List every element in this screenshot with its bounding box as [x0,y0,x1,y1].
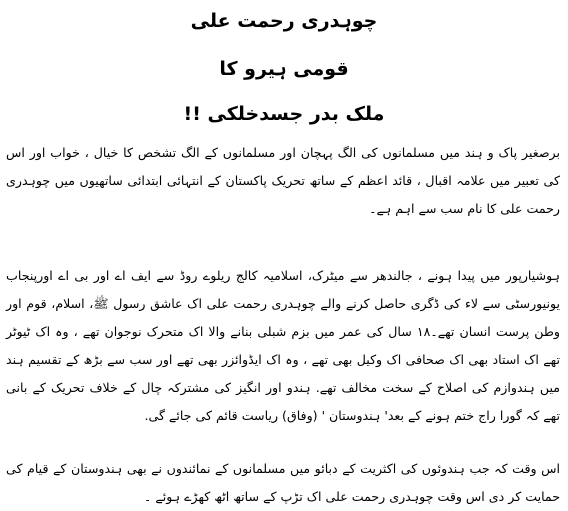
page-subtitle: قومی ہیرو کا [219,58,349,80]
paragraph-biography: ہوشیارپور میں پیدا ہونے ، جالندھر سے میٹرک، اسلامیہ کالج ریلوے روڈ سے ایف اے اور بی اے اورپنجاب یونیورسٹی سے لاء کی ڈگری حاصل کرنے والے چوہدری رحمت علی اک عاشق رسول ﷺ، اسلام، قوم اور وطن پرست انسان تھے۔۱۸ سال کی عمر میں بزم شبلی بنانے والا اک متحرک نوجوان تھے ، وہ اک ٹیوٹر تھے اک استاد بھی اک صحافی اک وکیل بھی تھے ، وہ اک ایڈوائزر بھی تھے اور سب سے بڑھ کے تقسیم ہند میں ہندوازم کی اصلاح کے سخت مخالف تھے. ہندو اور انگیز کی مشترکہ چال کے خلاف تحریک کے بانی تھے کہ گورا راج ختم ہونے کے بعد' ہندوستان ' (وفاق) ریاست قائم کی جائے گی. [6,268,560,424]
page-title: چوہدری رحمت علی [190,10,378,32]
paragraph-intro: برصغیر پاک و ہند میں مسلمانوں کی الگ پہچان اور مسلمانوں کے الگ تشخص کا خیال ، خواب اور اس کی تعبیر میں علامہ اقبال ، قائد اعظم کے ساتھ تحریک پاکستان کے انتہائی ابتدائی ساتھیوں میں چوہدری رحمت علی کا نام سب سے اہم ہے۔ [6,145,560,217]
page-headline: ملک بدر جسدخلکی !! [183,103,385,125]
paragraph-history: اس وقت کہ جب ہندوئوں کی اکثریت کے دبائو میں مسلمانوں کے نمائندوں نے بھی ہندوستان کے قیام کی حمایت کر دی اس وقت چوہدری رحمت علی اک تڑپ کے ساتھ اٹھ کھڑے ہوئے ۔ [6,461,560,505]
